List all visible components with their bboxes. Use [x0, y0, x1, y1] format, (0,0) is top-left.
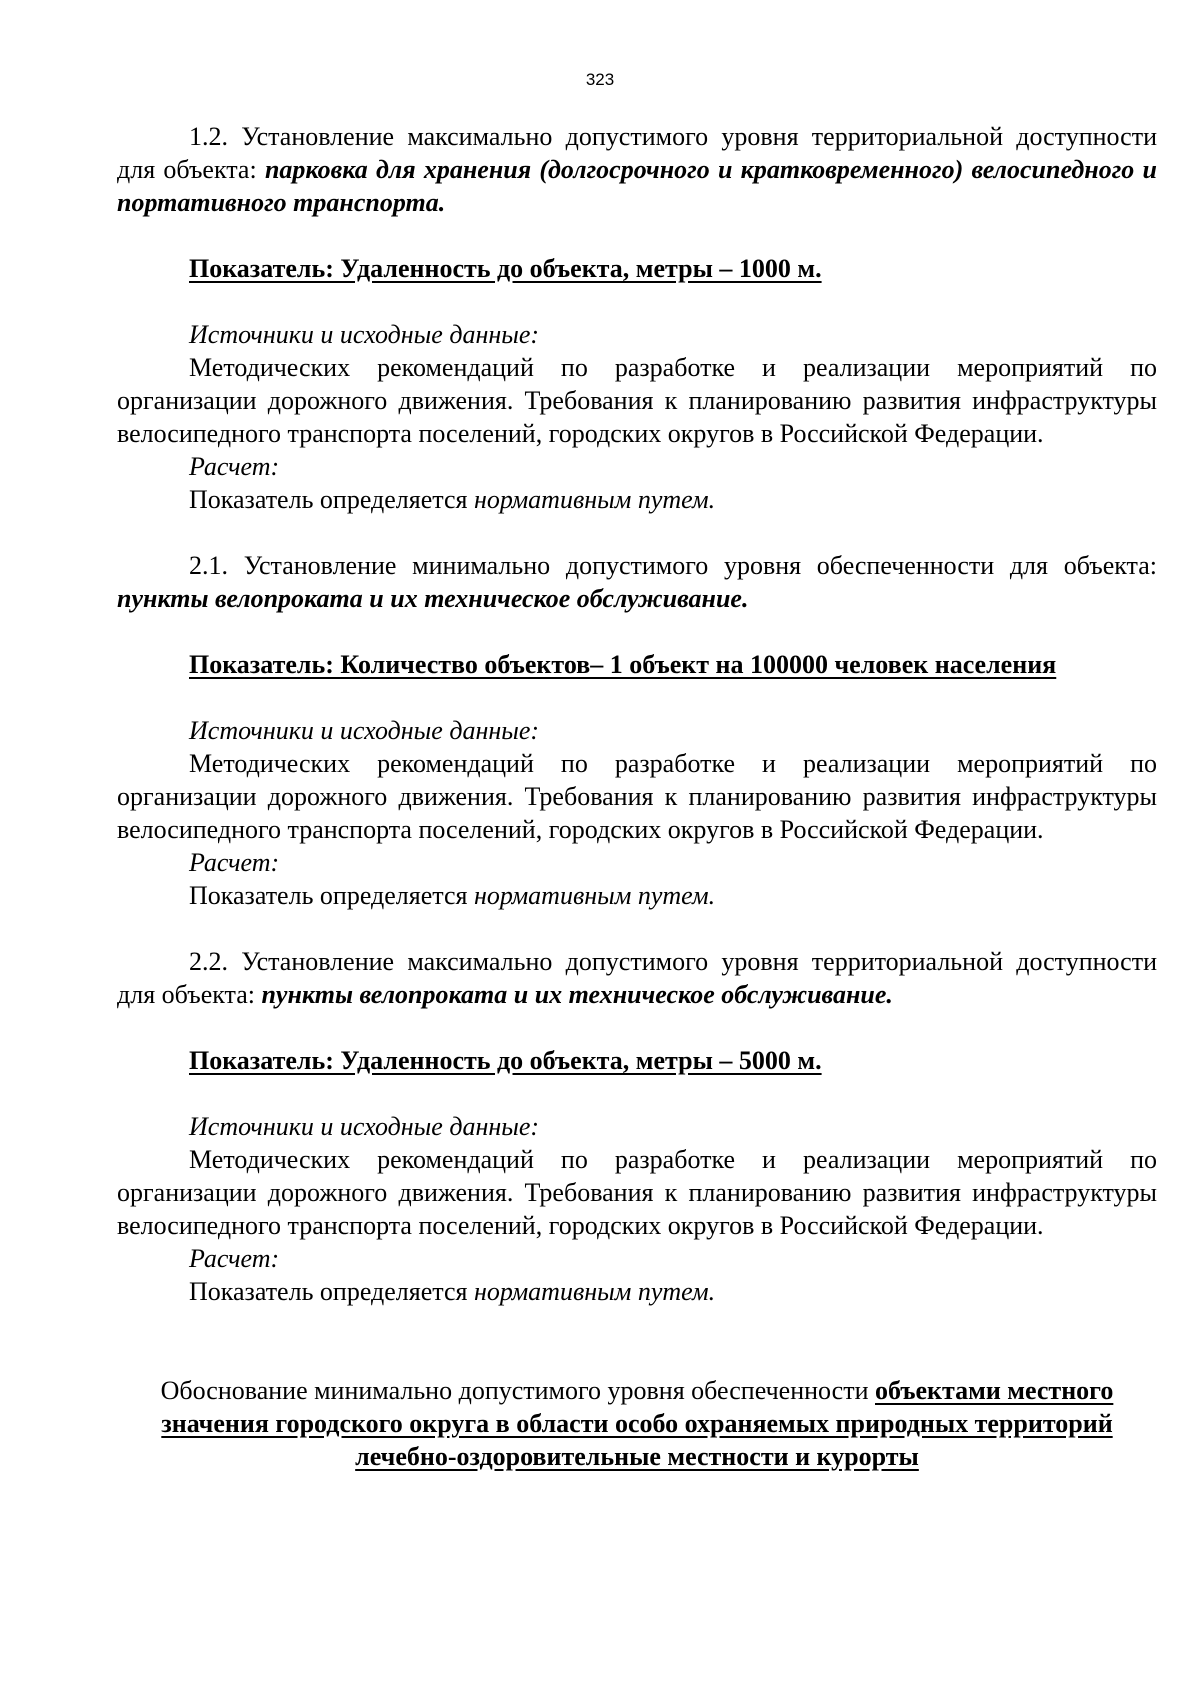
- section-heading: [117, 945, 1157, 1011]
- section-heading: [117, 120, 1157, 219]
- calc-line: [117, 879, 1157, 912]
- section-2-2: [117, 945, 1157, 1308]
- section-prefix: 1.2. Установление максимально допустимого уровня территориальной доступности для объекта:: [117, 122, 1157, 184]
- section-object: парковка для хранения (долгосрочного и кратковременного) велосипедного и портативного транспорта.: [117, 155, 1157, 217]
- calc-prefix: Показатель определяется: [189, 1277, 474, 1306]
- section-1-2: [117, 120, 1157, 516]
- indicator-line: [117, 1044, 1157, 1077]
- final-heading-underlined: объектами местного значения городского округа в области особо охраняемых природных территорий лечебно-оздоровительные местности и курорты: [161, 1376, 1114, 1471]
- section-prefix: 2.2. Установление максимально допустимого уровня территориальной доступности для объекта:: [117, 947, 1157, 1009]
- sources-label: Источники и исходные данные:: [189, 1112, 540, 1141]
- indicator-text: Показатель: Удаленность до объекта, метры – 5000 м.: [189, 1046, 822, 1075]
- calc-prefix: Показатель определяется: [189, 485, 474, 514]
- section-2-1: [117, 549, 1157, 912]
- indicator-line: [117, 252, 1157, 285]
- calc-line: [117, 483, 1157, 516]
- sources-text: Методических рекомендаций по разработке и реализации мероприятий по организации дорожного движения. Требования к планированию развития инфраструктуры велосипедного транспорта поселений, городских округов в Российской Федерации.: [117, 749, 1157, 844]
- calc-label: Расчет:: [189, 1244, 280, 1273]
- sources-text: Методических рекомендаций по разработке и реализации мероприятий по организации дорожного движения. Требования к планированию развития инфраструктуры велосипедного транспорта поселений, городских округов в Российской Федерации.: [117, 353, 1157, 448]
- final-heading-plain: Обоснование минимально допустимого уровня обеспеченности: [160, 1376, 875, 1405]
- document-body: [117, 120, 1157, 1473]
- sources-text: Методических рекомендаций по разработке и реализации мероприятий по организации дорожного движения. Требования к планированию развития инфраструктуры велосипедного транспорта поселений, городских округов в Российской Федерации.: [117, 1145, 1157, 1240]
- indicator-line: [117, 648, 1157, 681]
- calc-prefix: Показатель определяется: [189, 881, 474, 910]
- page-number: 323: [585, 70, 615, 89]
- section-prefix: 2.1. Установление минимально допустимого уровня обеспеченности для объекта:: [189, 551, 1157, 580]
- sources-label: Источники и исходные данные:: [189, 716, 540, 745]
- calc-method: нормативным путем.: [473, 485, 716, 514]
- section-object: пункты велопроката и их техническое обслуживание.: [117, 584, 749, 613]
- section-heading: [117, 549, 1157, 615]
- calc-method: нормативным путем.: [473, 1277, 716, 1306]
- calc-method: нормативным путем.: [473, 881, 716, 910]
- section-object: пункты велопроката и их техническое обслуживание.: [261, 980, 893, 1009]
- calc-line: [117, 1275, 1157, 1308]
- calc-label: Расчет:: [189, 848, 280, 877]
- indicator-text: Показатель: Удаленность до объекта, метры – 1000 м.: [189, 254, 822, 283]
- calc-label: Расчет:: [189, 452, 280, 481]
- sources-label: Источники и исходные данные:: [189, 320, 540, 349]
- indicator-text: Показатель: Количество объектов– 1 объект на 100000 человек населения: [189, 650, 1057, 679]
- final-heading: [117, 1374, 1157, 1473]
